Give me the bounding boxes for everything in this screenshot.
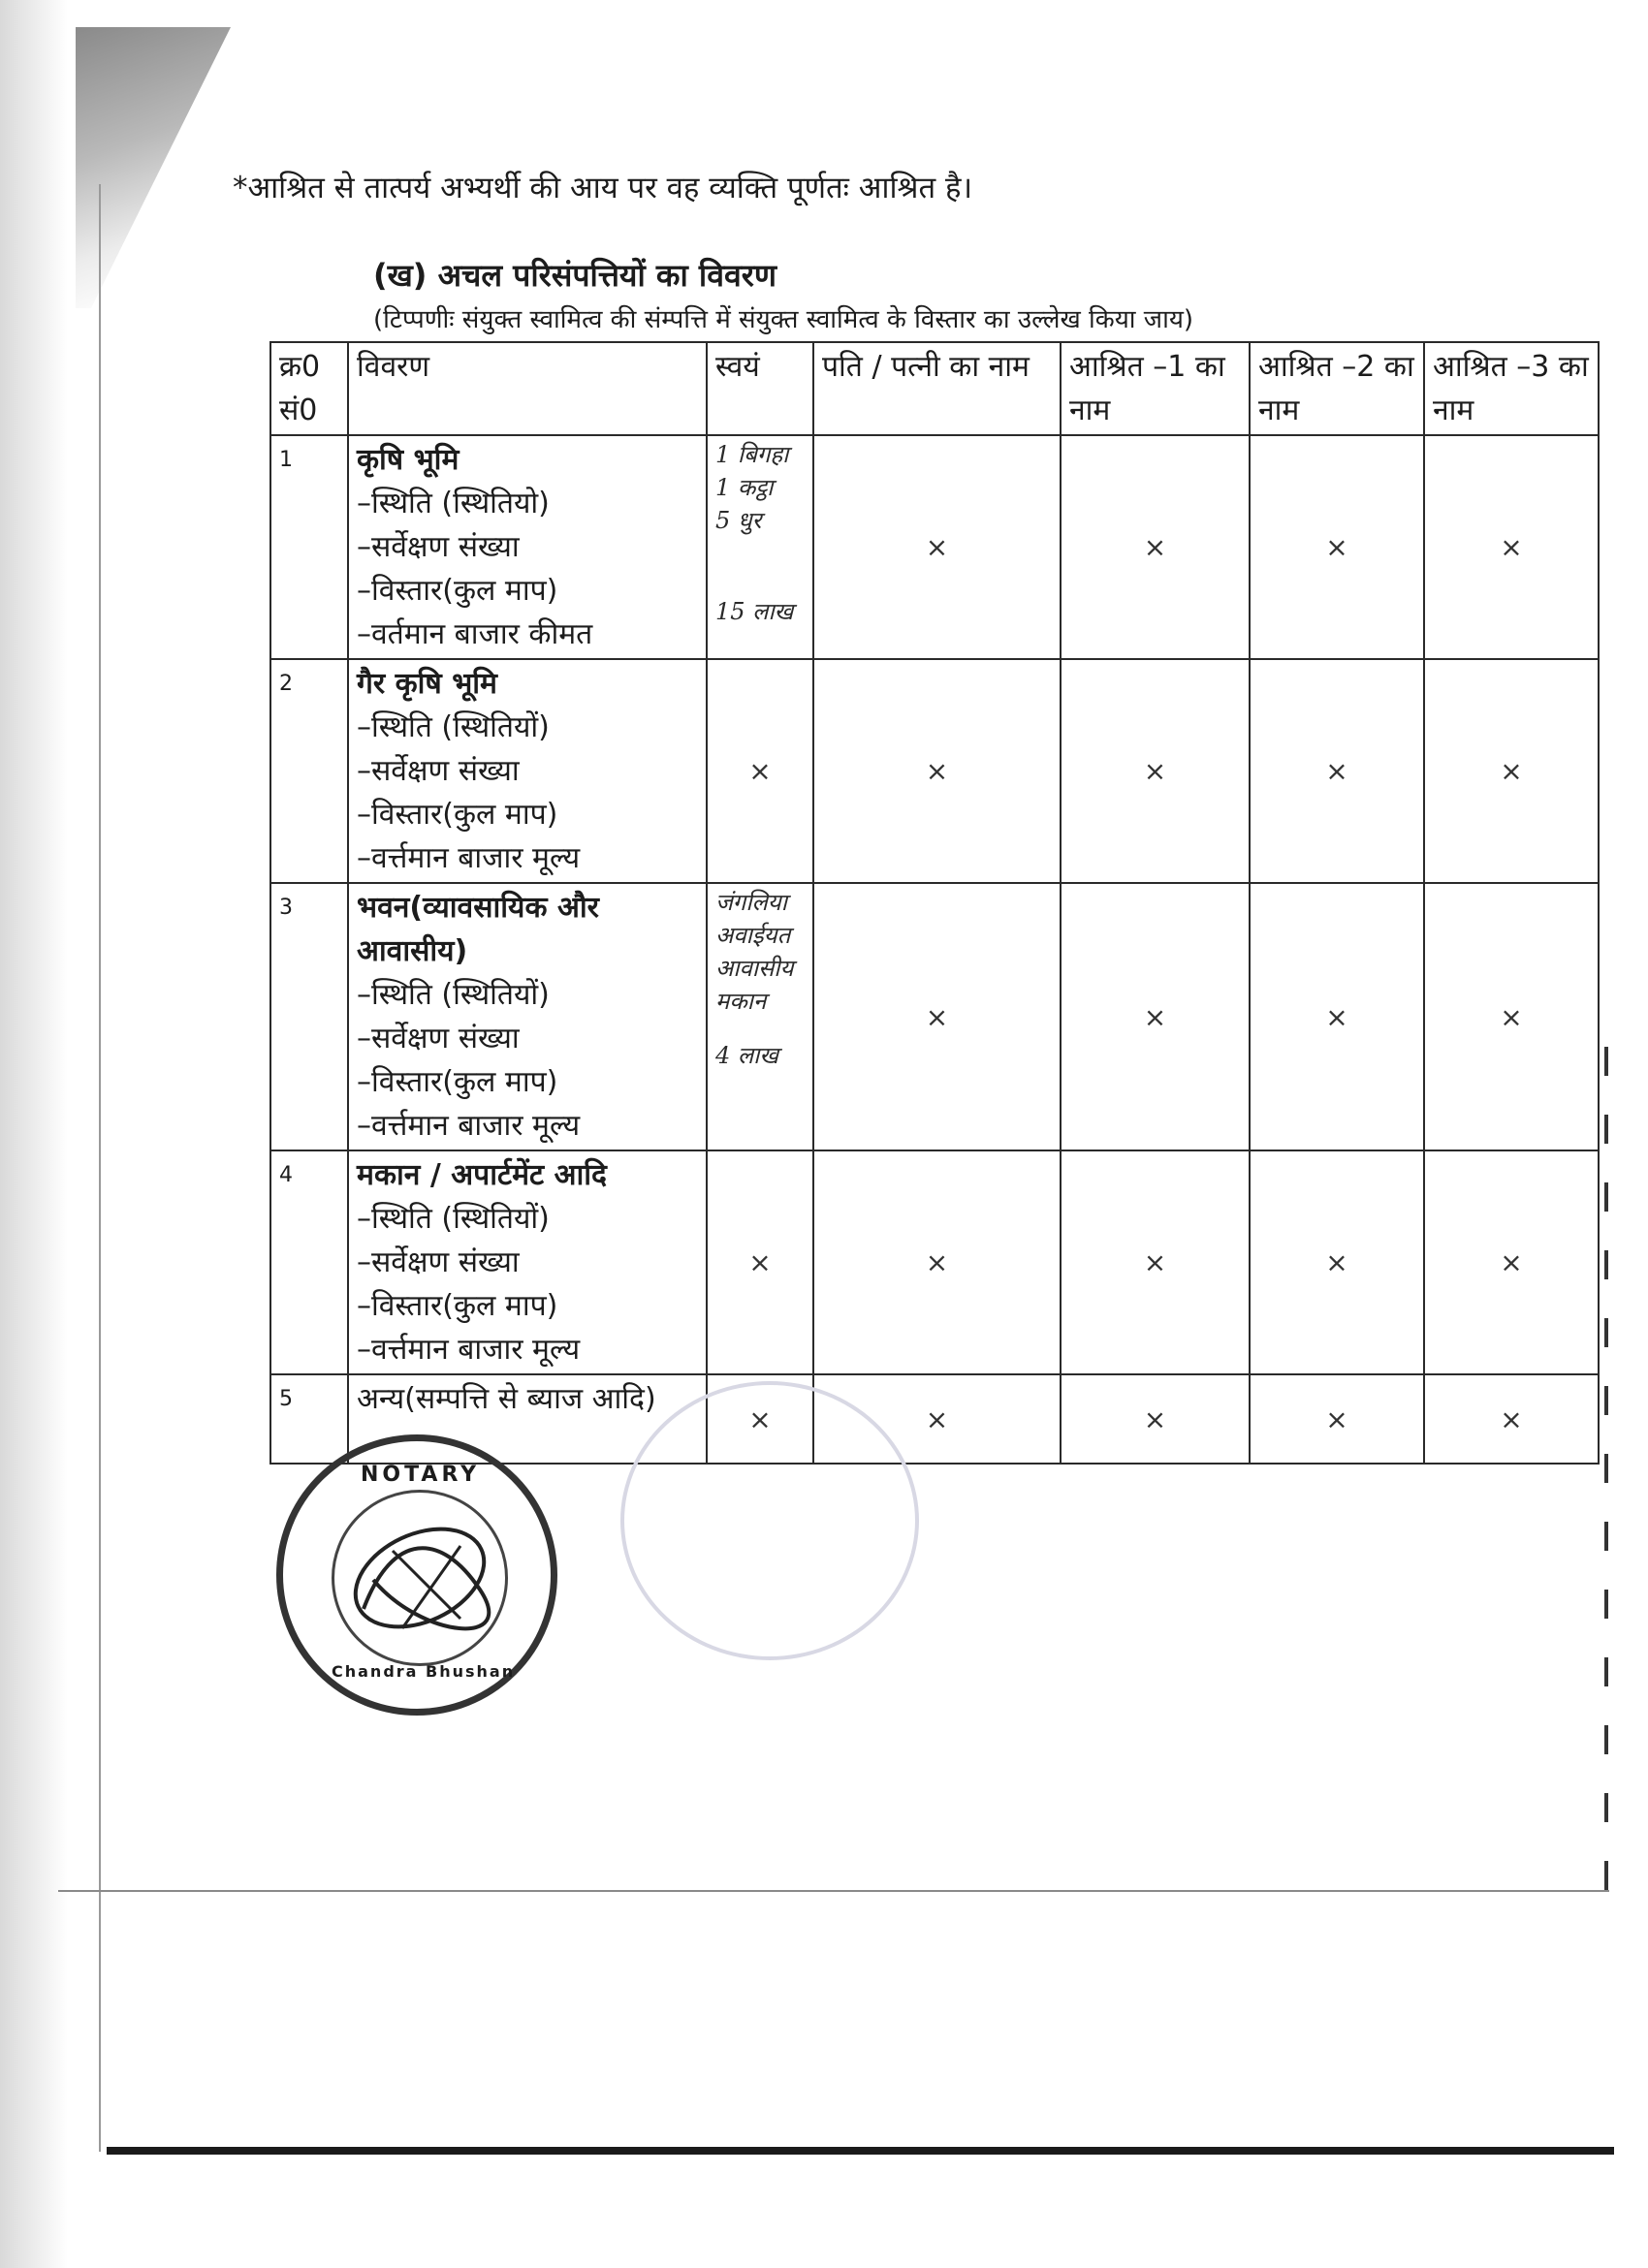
row-title: भवन(व्यावसायिक और आवासीय) (357, 891, 599, 968)
scan-edge-shadow (0, 0, 68, 2268)
cross-mark: × (925, 1246, 949, 1278)
row-line: –सर्वेक्षण संख्या (357, 1022, 520, 1055)
row-line: –वर्त्तमान बाजार मूल्य (357, 1333, 581, 1367)
cross-mark: × (1500, 531, 1523, 563)
page-bottom-border (107, 2147, 1614, 2155)
handwritten-line: 1 कट्ठा (715, 474, 774, 501)
header-dependent-2: आश्रित –2 का नाम (1250, 342, 1424, 435)
stamp-bottom-text: Chandra Bhushan (332, 1662, 516, 1681)
row-spouse (813, 435, 1061, 659)
row-srno: 1 (270, 435, 348, 659)
row-dependent-2 (1250, 659, 1424, 883)
handwritten-line: 5 धुर (715, 507, 762, 534)
handwritten-line: 1 बिगहा (715, 441, 789, 468)
cross-mark: × (1500, 1000, 1523, 1033)
cross-mark: × (748, 1246, 772, 1278)
cross-mark: × (1325, 755, 1348, 787)
table-row (270, 1150, 1599, 1374)
cross-mark: × (1143, 531, 1167, 563)
handwritten-line (715, 1018, 805, 1039)
cross-mark: × (1500, 1246, 1523, 1278)
row-dependent-1 (1061, 435, 1250, 659)
cross-mark: × (748, 755, 772, 787)
row-self-value (707, 435, 813, 659)
scan-edge-mark (1604, 1047, 1608, 1919)
cross-mark: × (1325, 1402, 1348, 1435)
row-line: –वर्त्तमान बाजार मूल्य (357, 841, 581, 875)
row-line: –वर्तमान बाजार कीमत (357, 617, 593, 651)
signature-scribble (334, 1493, 505, 1663)
handwritten-line: मकान (715, 988, 767, 1015)
row-dependent-3 (1424, 659, 1599, 883)
row-dependent-1 (1061, 1374, 1250, 1464)
row-details (348, 883, 707, 1150)
cross-mark: × (1143, 1402, 1167, 1435)
header-dependent-1: आश्रित –1 का नाम (1061, 342, 1250, 435)
header-srno: क्र0 सं0 (270, 342, 348, 435)
row-details (348, 1150, 707, 1374)
row-line: –सर्वेक्षण संख्या (357, 754, 520, 788)
table-row (270, 659, 1599, 883)
stamp-inner-ring (332, 1490, 508, 1666)
cross-mark: × (1325, 531, 1348, 563)
row-spouse (813, 659, 1061, 883)
faint-stamp-impression (620, 1381, 919, 1660)
row-self-value (707, 883, 813, 1150)
handwritten-line: जंगलिया (715, 889, 787, 916)
immovable-assets-table (269, 341, 1600, 1465)
row-details (348, 435, 707, 659)
row-srno: 3 (270, 883, 348, 1150)
dependent-footnote: *आश्रित से तात्पर्य अभ्यर्थी की आय पर वह व्यक्ति पूर्णतः आश्रित है। (233, 171, 973, 205)
section-title: (ख) अचल परिसंपत्तियों का विवरण (373, 257, 777, 294)
row-dependent-2 (1250, 1374, 1424, 1464)
cross-mark: × (1143, 1000, 1167, 1033)
table-header-row (270, 342, 1599, 435)
row-srno: 5 (270, 1374, 348, 1464)
header-self: स्वयं (707, 342, 813, 435)
cross-mark: × (1143, 1246, 1167, 1278)
row-line: –वर्त्तमान बाजार मूल्य (357, 1109, 581, 1143)
cross-mark: × (925, 531, 949, 563)
row-dependent-1 (1061, 659, 1250, 883)
cross-mark: × (1500, 1402, 1523, 1435)
cross-mark: × (925, 755, 949, 787)
cross-mark: × (748, 1402, 772, 1435)
row-dependent-3 (1424, 435, 1599, 659)
table-row (270, 435, 1599, 659)
cross-mark: × (925, 1402, 949, 1435)
row-srno: 4 (270, 1150, 348, 1374)
notary-stamp (276, 1434, 557, 1716)
section-note: (टिप्पणीः संयुक्त स्वामित्व की संम्पत्ति में संयुक्त स्वामित्व के विस्तार का उल्लेख किया जाय) (373, 305, 1194, 334)
row-dependent-2 (1250, 1150, 1424, 1374)
row-title: अन्य(सम्पत्ति से ब्याज आदि) (357, 1382, 656, 1416)
row-spouse (813, 1150, 1061, 1374)
handwritten-line: आवासीय (715, 955, 794, 982)
row-dependent-1 (1061, 1150, 1250, 1374)
handwritten-line: अवाईयत (715, 922, 791, 949)
row-line: –विस्तार(कुल माप) (357, 574, 558, 608)
row-line: –विस्तार(कुल माप) (357, 1065, 558, 1099)
cross-mark: × (1500, 755, 1523, 787)
row-line: –स्थिति (स्थितियों) (357, 710, 550, 744)
page-fold-line (58, 1890, 1609, 1892)
row-dependent-1 (1061, 883, 1250, 1150)
row-dependent-3 (1424, 1150, 1599, 1374)
row-title: कृषि भूमि (357, 443, 460, 477)
row-line: –सर्वेक्षण संख्या (357, 1245, 520, 1279)
cross-mark: × (1143, 755, 1167, 787)
row-line: –स्थिति (स्थितियों) (357, 1202, 550, 1236)
row-line: –विस्तार(कुल माप) (357, 798, 558, 832)
row-line: –विस्तार(कुल माप) (357, 1289, 558, 1323)
handwritten-line: 4 लाख (715, 1042, 779, 1069)
row-self-value (707, 659, 813, 883)
handwritten-line: 15 लाख (715, 598, 794, 625)
row-line: –स्थिति (स्थितियो) (357, 487, 550, 520)
handwritten-line (715, 537, 805, 595)
row-title: गैर कृषि भूमि (357, 667, 497, 701)
row-dependent-3 (1424, 1374, 1599, 1464)
header-details: विवरण (348, 342, 707, 435)
row-spouse (813, 883, 1061, 1150)
cross-mark: × (925, 1000, 949, 1033)
row-details (348, 659, 707, 883)
header-spouse: पति / पत्नी का नाम (813, 342, 1061, 435)
row-line: –स्थिति (स्थितियों) (357, 978, 550, 1012)
header-dependent-3: आश्रित –3 का नाम (1424, 342, 1599, 435)
row-dependent-2 (1250, 883, 1424, 1150)
cross-mark: × (1325, 1246, 1348, 1278)
row-srno: 2 (270, 659, 348, 883)
cross-mark: × (1325, 1000, 1348, 1033)
row-line: –सर्वेक्षण संख्या (357, 530, 520, 564)
row-self-value (707, 1150, 813, 1374)
stamp-top-text: NOTARY (361, 1463, 481, 1487)
row-dependent-2 (1250, 435, 1424, 659)
row-dependent-3 (1424, 883, 1599, 1150)
table-row (270, 883, 1599, 1150)
page-left-border (99, 184, 101, 2152)
row-title: मकान / अपार्टमेंट आदि (357, 1158, 607, 1192)
